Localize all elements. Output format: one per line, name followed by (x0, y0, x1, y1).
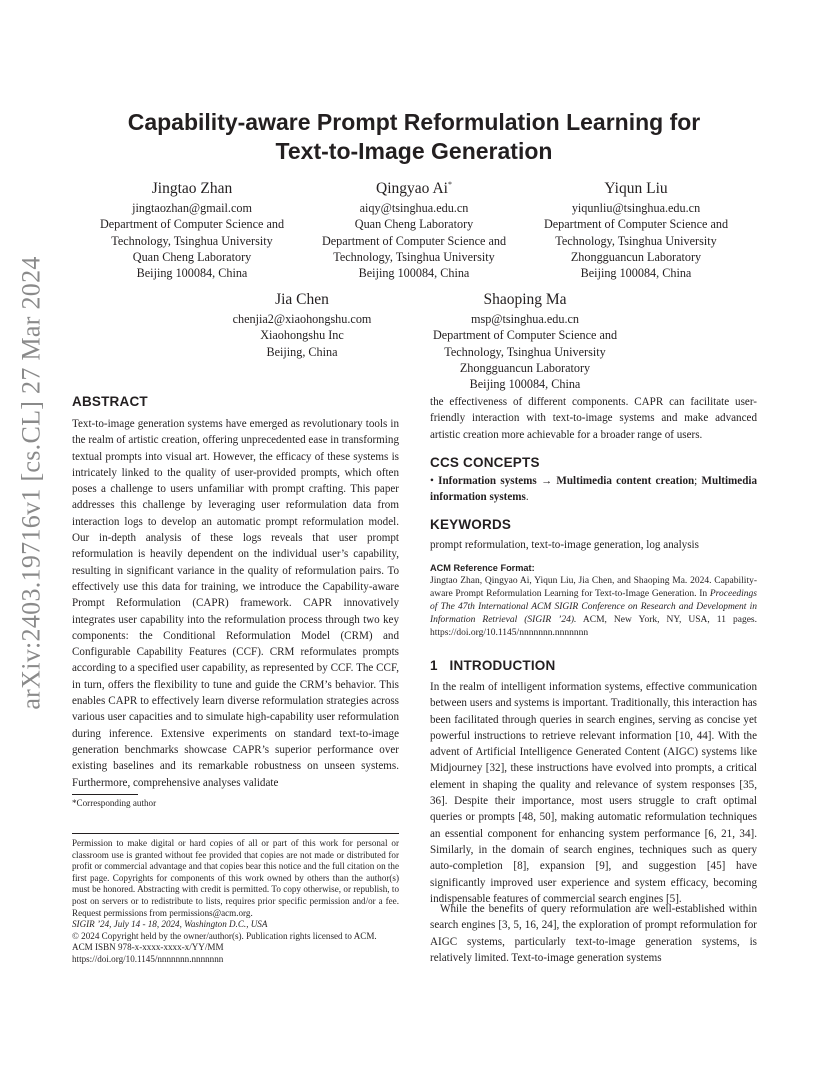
permission-rule (72, 833, 399, 834)
author-block (72, 174, 312, 282)
reference-tail: ACM, New York, NY, USA, 11 pages. https://doi.org/10.1145/nnnnnnn.nnnnnnn (430, 614, 757, 638)
title-line-2: Text-to-Image Generation (275, 138, 553, 164)
reference-authors: Jingtao Zhan, Qingyao Ai, Yiqun Liu, Jia Chen, and Shaoping Ma. 2024. Capability-aware Prompt Reformulation Learning for Text-to-Image Generation. In (430, 575, 757, 599)
author-name: Shaoping Ma (483, 291, 567, 309)
arxiv-identifier-text: arXiv:2403.19716v1 [cs.CL] 27 Mar 2024 (17, 255, 46, 710)
permission-text: Permission to make digital or hard copies of all or part of this work for personal or classroom use is granted without fee provided that copies are not made or distributed for profit or commercial advantage and that copies bear this notice and the full citation on the first page. Copyrights for components of this work owned by others than the author(s) must be honored. Abstracting with credit is permitted. To copy otherwise, or republish, to post on servers or to redistribute to lists, requires prior specific permission and/or a fee. Request permissions from permissions@acm.org. (72, 838, 400, 918)
introduction-heading: 1 INTRODUCTION (430, 658, 556, 673)
paper-title (70, 108, 758, 166)
copyright-notice: © 2024 Copyright held by the owner/author(s). Publication rights licensed to ACM. (72, 930, 377, 941)
isbn: ACM ISBN 978-x-xxxx-xxxx-x/YY/MM (72, 942, 224, 953)
conference-venue: SIGIR ’24, July 14 - 18, 2024, Washington D.C., USA (72, 919, 268, 930)
ccs-concepts: • Information systems → Multimedia content creation; Multimedia information systems. (430, 475, 758, 504)
author-email[interactable]: chenjia2@xiaohongshu.com (232, 312, 372, 327)
author-affiliation: Technology, Tsinghua University (333, 250, 495, 265)
author-block (405, 285, 645, 393)
author-affiliation: Quan Cheng Laboratory (132, 250, 252, 265)
author-email[interactable]: aiqy@tsinghua.edu.cn (359, 201, 469, 216)
author-affiliation: Technology, Tsinghua University (444, 344, 606, 359)
author-name: Qingyao Ai* (376, 180, 452, 198)
author-affiliation: Zhongguancun Laboratory (459, 361, 591, 376)
reference-proceedings: Proceedings of The 47th International ACM SIGIR Conference on Research and Development in Information Retrieval (SIGIR ’24). (430, 588, 757, 625)
arxiv-identifier (12, 255, 52, 710)
abstract-text: Text-to-image generation systems have emerged as revolutionary tools in the realm of artistic creation, offering unprecedented ease in transforming textual prompts into visual art. However, the efficacy of these systems is intricately linked to the quality of user-provided prompts, which often poses a challenge to users unfamiliar with prompt crafting. This paper addresses this challenge by leveraging user reformulation data from interaction logs to develop an automatic prompt reformulation model. Our in-depth analysis of these logs reveals that user prompt reformulation is heavily dependent on the individual user’s capability, resulting in significant variance in the quality of reformulation pairs. To effectively use this data for training, we introduce the Capability-aware Prompt Reformulation (CAPR) framework. CAPR innovatively integrates user capability into the reformulation process through two key components: the Conditional Reformulation Model (CRM) and Configurable Capability Features (CCF). CRM reformulates prompts according to a specified user capability, as represented by CCF. The CCF, in turn, offers the flexibility to tune and guide the CRM’s behavior. This enables CAPR to effectively learn diverse reformulation strategies across various user capacities and to simulate high-capability user reformulation during inference. Extensive experiments on standard text-to-image generation benchmarks showcase CAPR’s superior performance over existing baselines and its remarkable robustness on unseen systems. Furthermore, comprehensive analyses validate (72, 418, 399, 789)
doi-link[interactable]: https://doi.org/10.1145/nnnnnnn.nnnnnnn (72, 953, 224, 964)
author-affiliation: Department of Computer Science and (543, 217, 729, 232)
ccs-heading: CCS CONCEPTS (430, 455, 540, 470)
author-address: Beijing 100084, China (358, 266, 470, 281)
author-affiliation: Department of Computer Science and (99, 217, 285, 232)
abstract-heading: ABSTRACT (72, 394, 148, 409)
keywords-heading: KEYWORDS (430, 517, 512, 532)
keywords-text: prompt reformulation, text-to-image generation, log analysis (430, 539, 699, 551)
author-affiliation: Department of Computer Science and (432, 328, 618, 343)
author-address: Beijing, China (266, 344, 338, 359)
author-name: Yiqun Liu (604, 180, 668, 198)
author-address: Beijing 100084, China (136, 266, 248, 281)
author-address: Beijing 100084, China (469, 377, 581, 392)
author-name: Jingtao Zhan (151, 180, 233, 198)
author-email[interactable]: msp@tsinghua.edu.cn (470, 312, 580, 327)
author-address: Beijing 100084, China (580, 266, 692, 281)
title-line-1: Capability-aware Prompt Reformulation Learning for (127, 109, 701, 135)
author-affiliation: Quan Cheng Laboratory (354, 217, 474, 232)
intro-paragraph-2: While the benefits of query reformulation are well-established within search engines [3, 5, 16, 24], the exploration of prompt reformulation for AIGC systems, particularly text-to-image generation systems, is relatively limited. Text-to-image generation systems (430, 903, 757, 964)
author-email[interactable]: jingtaozhan@gmail.com (132, 201, 252, 216)
author-email[interactable]: yiqunliu@tsinghua.edu.cn (571, 201, 701, 216)
permission-block (72, 838, 399, 966)
author-affiliation: Zhongguancun Laboratory (570, 250, 702, 265)
author-affiliation: Department of Computer Science and (321, 233, 507, 248)
author-affiliation: Technology, Tsinghua University (555, 233, 717, 248)
abstract-continuation: the effectiveness of different components. CAPR can facilitate user-friendly interaction with text-to-image systems and make advanced artistic creation more achievable for a broader range of users. (430, 396, 757, 441)
author-block (294, 174, 534, 282)
author-affiliation: Xiaohongshu Inc (260, 328, 344, 343)
footnote-rule (72, 794, 138, 795)
acm-reference-heading: ACM Reference Format: (430, 563, 535, 573)
corresponding-author-footnote: *Corresponding author (72, 798, 157, 808)
acm-reference (430, 562, 757, 639)
author-name: Jia Chen (275, 291, 329, 309)
author-block (182, 285, 422, 360)
author-affiliation: Technology, Tsinghua University (111, 233, 273, 248)
author-block (516, 174, 756, 282)
corresponding-author-mark: * (447, 180, 452, 189)
intro-paragraph-1: In the realm of intelligent information systems, effective communication between users and systems is important. Traditionally, this interaction has been facilitated through queries in search engines, serving as concise yet powerful instructions to retrieve relevant information [10, 44]. With the advent of Artificial Intelligence Generated Content (AIGC) systems like Midjourney [32], these instructions have evolved into prompts, a critical element in shaping the quality and relevance of system responses [35, 36]. Despite their importance, most users struggle to craft optimal queries or prompts [48, 50], making automatic reformulation techniques an essential component for enhancing system performance [6, 21, 34]. Similarly, in the domain of search engines, techniques such as query auto-completion [8], expansion [9], and suggestion [45] have significantly improved user experience and system efficacy, becoming indispensable features of commercial search engines [5]. (430, 681, 757, 905)
